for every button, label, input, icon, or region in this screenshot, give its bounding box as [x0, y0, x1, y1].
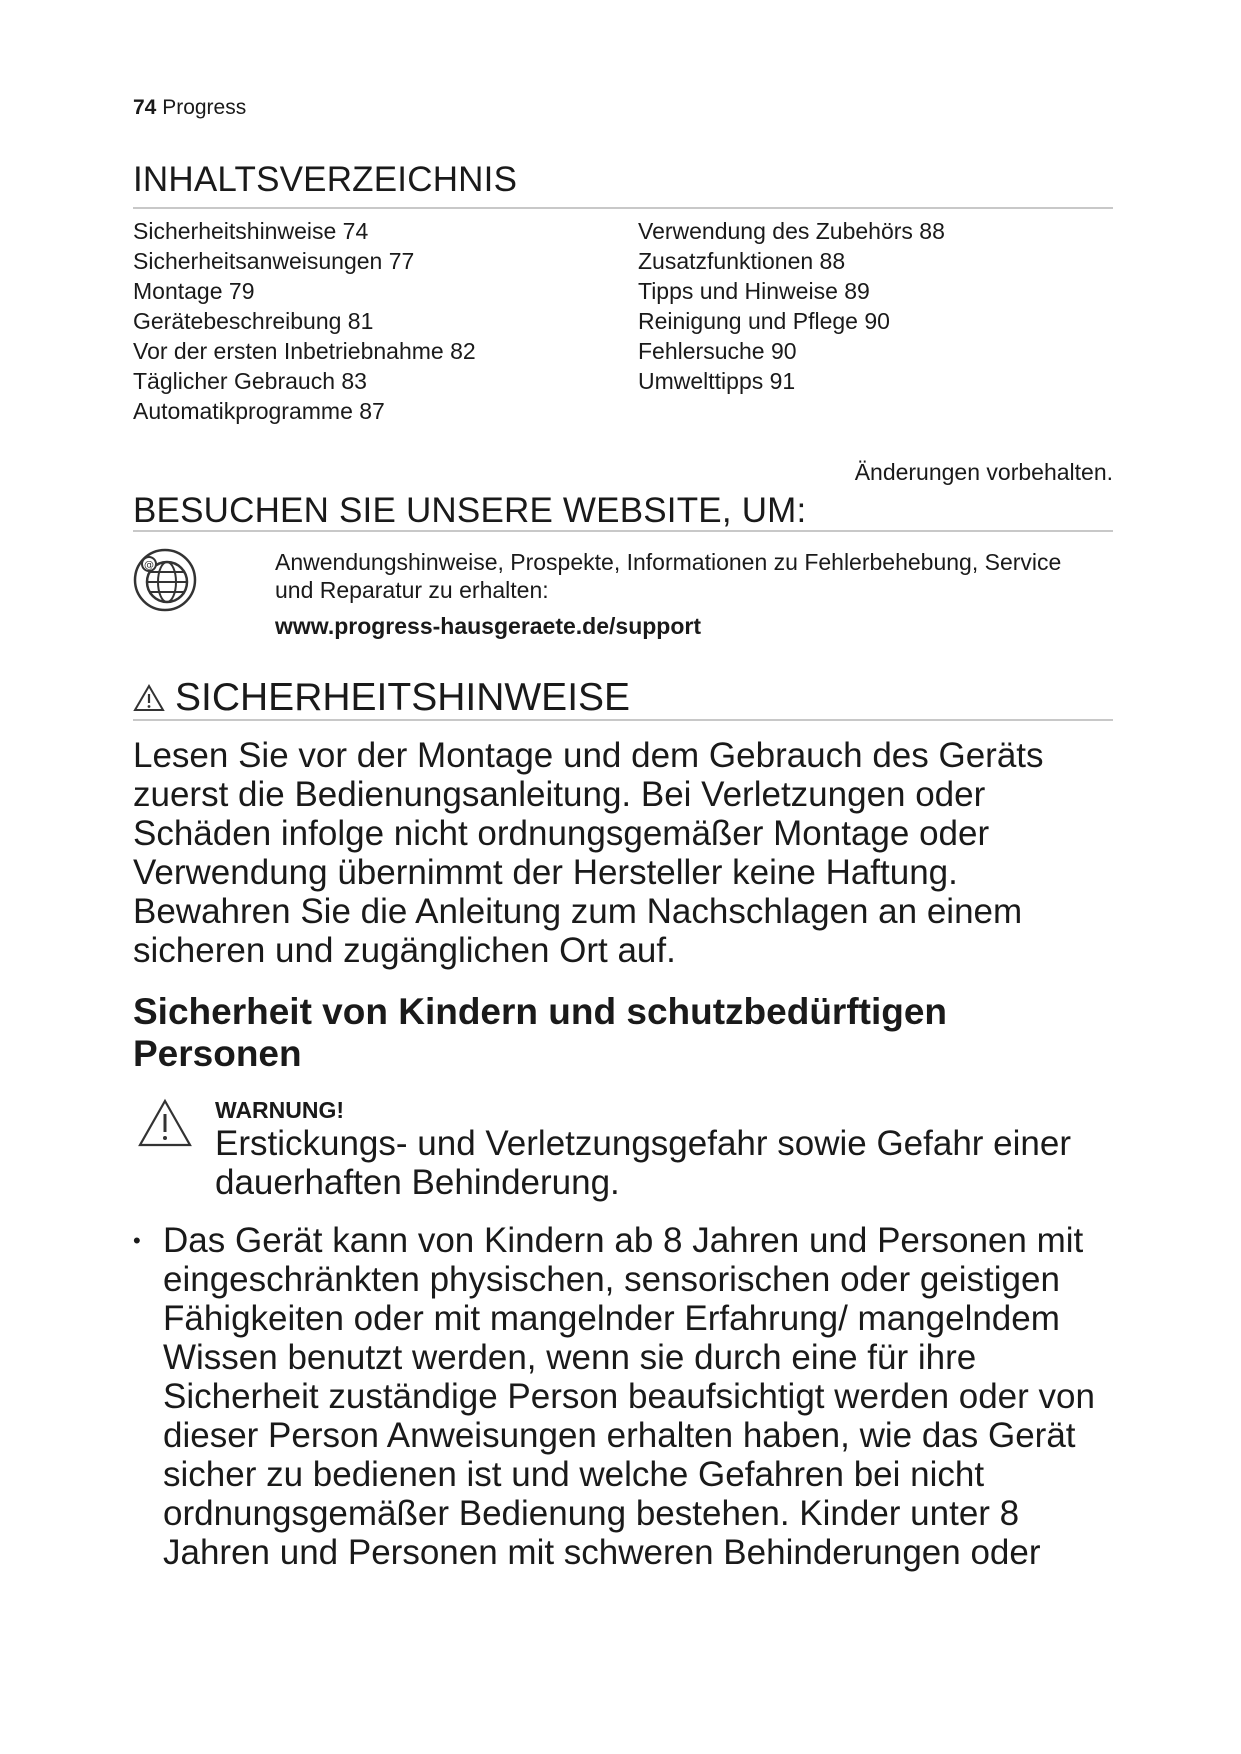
changes-note: Änderungen vorbehalten. [854, 459, 1113, 485]
toc-item: Fehlersuche 90 [638, 338, 797, 364]
globe-icon [133, 548, 197, 612]
bullet-icon: • [133, 1228, 141, 1253]
bullet-text: Das Gerät kann von Kindern ab 8 Jahren und Personen mit eingeschränkten physischen, sensorischen oder geistigen Fähigkeiten oder mit mangelnder Erfahrung/ mangelndem Wissen benutzt werden, wenn sie durch eine für ihre Sicherheit zuständige Person beaufsichtigt werden oder von dieser Person Anweisungen erhalten haben, wie das Gerät sicher zu bedienen ist und welche Gefahren bei nicht ordnungsgemäßer Bedienung bestehen. Kinder unter 8 Jahren und Personen mit schweren Behinderungen oder [163, 1221, 1095, 1572]
website-description: Anwendungshinweise, Prospekte, Informationen zu Fehlerbehebung, Service und Reparatur zu erhalten: [275, 549, 1062, 603]
brand-name: Progress [162, 96, 247, 119]
page-number: 74 [133, 96, 157, 119]
toc-title: INHALTSVERZEICHNIS [133, 160, 518, 199]
toc-column-left [133, 216, 476, 426]
toc-item: Sicherheitshinweise 74 [133, 218, 369, 244]
toc-item: Sicherheitsanweisungen 77 [133, 248, 415, 274]
safety-title [133, 676, 630, 720]
toc-item: Gerätebeschreibung 81 [133, 308, 374, 334]
website-divider [133, 530, 1113, 532]
safety-divider [133, 719, 1113, 721]
safety-bullets [133, 1221, 1123, 1572]
warning-triangle-icon [133, 683, 165, 713]
child-safety-title: Sicherheit von Kindern und schutzbedürftigen Personen [133, 991, 948, 1074]
running-head [133, 96, 246, 120]
warning-text: Erstickungs- und Verletzungsgefahr sowie Gefahr einer dauerhaften Behinderung. [215, 1124, 1072, 1202]
toc-item: Montage 79 [133, 278, 255, 304]
safety-title-text: SICHERHEITSHINWEISE [175, 676, 631, 719]
toc-item: Umwelttipps 91 [638, 368, 796, 394]
toc-item: Tipps und Hinweise 89 [638, 278, 870, 304]
toc-item: Vor der ersten Inbetriebnahme 82 [133, 338, 476, 364]
list-item [133, 1221, 1123, 1572]
warning-triangle-icon [137, 1098, 193, 1148]
toc-item: Verwendung des Zubehörs 88 [638, 218, 945, 244]
toc-divider [133, 207, 1113, 209]
toc-column-right [638, 216, 945, 396]
support-link[interactable]: www.progress-hausgeraete.de/support [275, 613, 702, 639]
toc-item: Automatikprogramme 87 [133, 398, 385, 424]
toc-item: Täglicher Gebrauch 83 [133, 368, 367, 394]
website-title: BESUCHEN SIE UNSERE WEBSITE, UM: [133, 491, 807, 530]
warning-label: WARNUNG! [215, 1097, 345, 1123]
svg-text:@: @ [144, 560, 154, 571]
safety-intro: Lesen Sie vor der Montage und dem Gebrauch des Geräts zuerst die Bedienungsanleitung. Bei Verletzungen oder Schäden infolge nicht ordnungsgemäßer Montage oder Verwendung übernimmt der Hersteller keine Haftung. Bewahren Sie die Anleitung zum Nachschlagen an einem sicheren und zugänglichen Ort auf. [133, 736, 1044, 970]
toc-item: Reinigung und Pflege 90 [638, 308, 890, 334]
toc-item: Zusatzfunktionen 88 [638, 248, 846, 274]
